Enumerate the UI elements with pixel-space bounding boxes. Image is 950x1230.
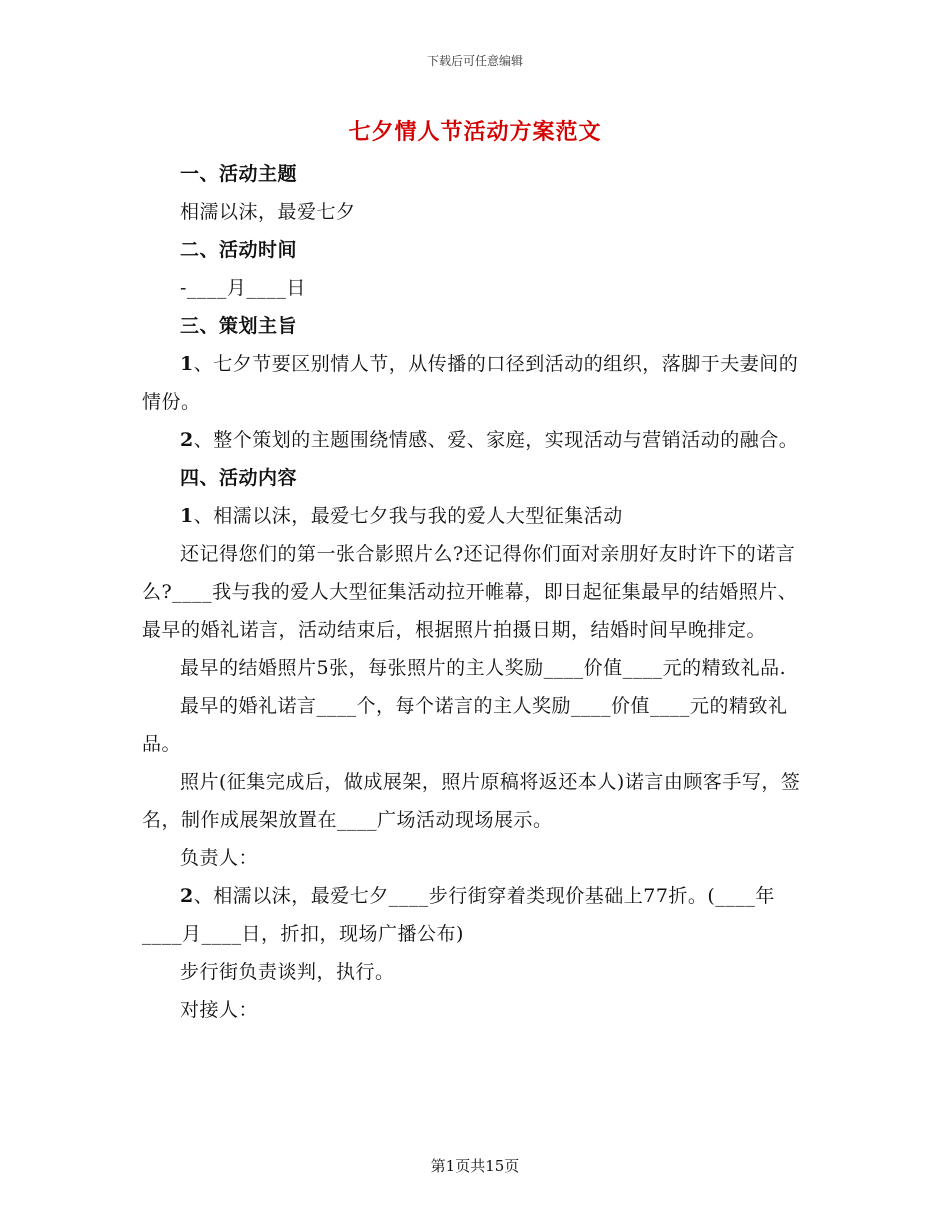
- paragraph-purpose-2: [142, 421, 810, 459]
- paragraph-purpose-1: [142, 345, 810, 421]
- section-heading-content: 四、活动内容: [180, 467, 298, 489]
- section-heading-purpose: 三、策划主旨: [180, 315, 298, 337]
- paragraph-negotiation: 步行街负责谈判，执行。: [180, 961, 395, 983]
- paragraph-theme: 相濡以沫，最爱七夕: [180, 201, 356, 223]
- section-heading-theme: 一、活动主题: [180, 163, 298, 185]
- paragraph-content-1: [142, 497, 810, 535]
- header-note: 下载后可任意编辑: [426, 54, 523, 68]
- list-text: 、七夕节要区别情人节，从传播的口径到活动的组织，落脚于夫妻间的情份。: [142, 353, 799, 413]
- list-text: 、相濡以沫，最爱七夕我与我的爱人大型征集活动: [193, 505, 623, 527]
- list-number: 2: [180, 885, 194, 907]
- page-indicator: 第1页共15页: [430, 1157, 520, 1175]
- paragraph-prize-vows: 最早的婚礼诺言____个，每个诺言的主人奖励____价值____元的精致礼品。: [142, 695, 788, 755]
- paragraph-contact: 对接人：: [180, 999, 259, 1021]
- paragraph-content-1-detail: 还记得您们的第一张合影照片么?还记得你们面对亲朋好友时许下的诺言么?____我与我的爱人大型征集活动拉开帷幕，即日起征集最早的结婚照片、最早的婚礼诺言，活动结束后，根据照片拍摄日期，结婚时间早晚排定。: [142, 543, 798, 641]
- document-title: 七夕情人节活动方案范文: [348, 119, 602, 145]
- document-body: [142, 155, 810, 1029]
- paragraph-person-in-charge: 负责人：: [180, 847, 259, 869]
- list-text: 、整个策划的主题围绕情感、爱、家庭，实现活动与营销活动的融合。: [193, 429, 799, 451]
- paragraph-time: -____月____日: [180, 277, 306, 299]
- list-number: 1: [180, 353, 194, 375]
- list-text: 、相濡以沫，最爱七夕____步行街穿着类现价基础上77折。(____年____月____日，折扣，现场广播公布): [142, 885, 775, 945]
- paragraph-display: 照片(征集完成后，做成展架，照片原稿将返还本人)诺言由顾客手写，签名，制作成展架放置在____广场活动现场展示。: [142, 771, 801, 831]
- paragraph-content-2: [142, 877, 810, 953]
- list-number: 1: [180, 505, 194, 527]
- list-number: 2: [180, 429, 194, 451]
- paragraph-prize-photos: 最早的结婚照片5张，每张照片的主人奖励____价值____元的精致礼品.: [180, 657, 787, 679]
- section-heading-time: 二、活动时间: [180, 239, 298, 261]
